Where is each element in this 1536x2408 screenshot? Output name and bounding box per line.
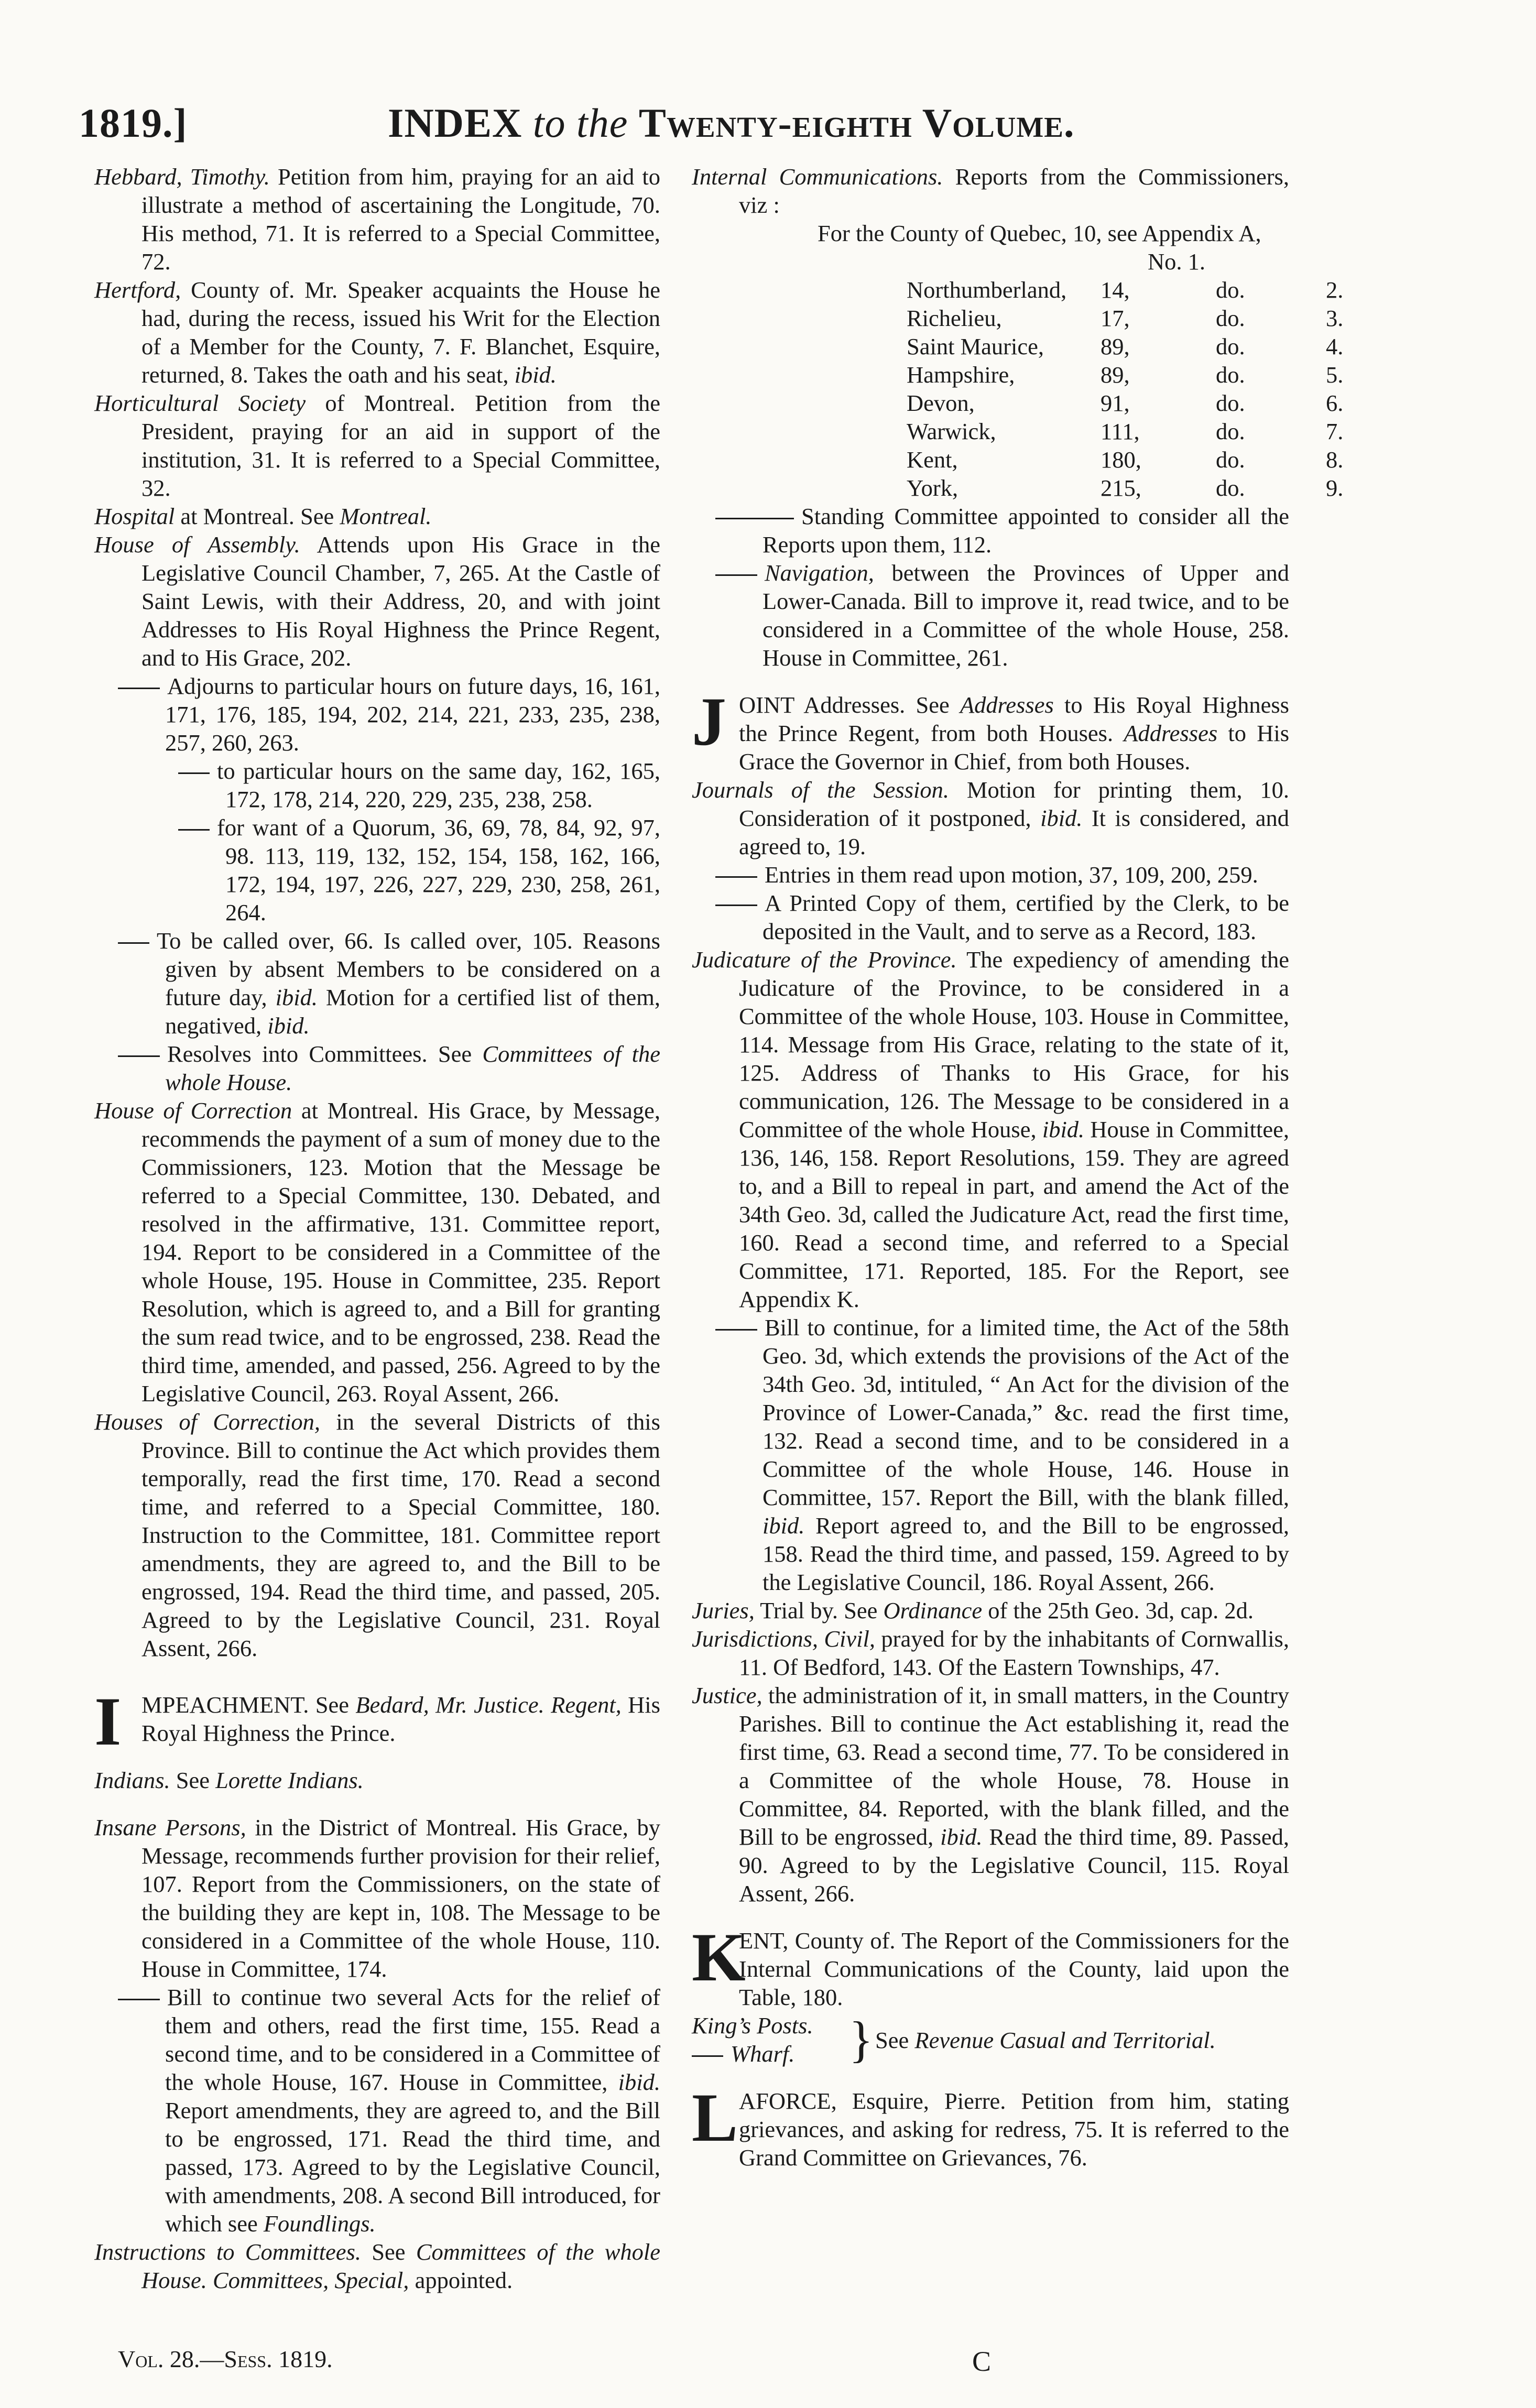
volume-session: Vol. 28.—Sess. 1819. xyxy=(118,2346,333,2372)
headword: Judicature of the Province. xyxy=(692,946,957,973)
right-column xyxy=(692,162,1344,2172)
index-entry-hebbard xyxy=(94,162,660,276)
section-j xyxy=(692,683,1290,776)
ditto-dash xyxy=(178,829,210,831)
headword: Hebbard, Timothy. xyxy=(94,164,270,190)
header-year: 1819.] xyxy=(79,100,188,146)
entry-text: See xyxy=(176,1767,210,1793)
cross-reference: Montreal. xyxy=(340,503,432,529)
section-initial-k: K xyxy=(692,1919,746,1996)
subentry-insane-bill xyxy=(94,1983,660,2238)
entry-text: See xyxy=(875,2027,909,2053)
county-name: York, xyxy=(907,475,958,501)
ibid: ibid. xyxy=(762,1512,805,1539)
county-row xyxy=(818,361,1344,389)
headword: Juries, xyxy=(692,1597,755,1624)
index-entry-juries xyxy=(692,1596,1289,1625)
entry-text: His Royal Highness the Prince. xyxy=(141,1692,660,1746)
entry-text: in the District of Montreal. His Grace, by Message, recommends further provision for their relief, 107. Report from the Commissioners, on the state of the building they are kept in, 108. The Message to be considered in a Committee of the whole House, 110. House in Committee, 174. xyxy=(141,1814,661,1982)
entry-text: Report agreed to, and the Bill to be engrossed, 158. Read the third time, and passed, 159. Agreed to by the Legislative Council, 186. Royal Assent, 266. xyxy=(762,1512,1289,1595)
ibid: ibid. xyxy=(267,1012,310,1039)
entry-text: the administration of it, in small matters, in the Country Parishes. Bill to continue the Act establishing it, read the first time, 63. Read a second time, 77. To be considered in a Committee of the whole House, 78. House in Committee, 84. Reported, with the blank filled, and the Bill to be engrossed, xyxy=(739,1682,1290,1850)
entry-text: Report amendments, they are agreed to, and the Bill to be engrossed, 171. Read the third time, and passed, 173. Agreed to by the Legislative Council, with amendments, 208. A second Bill introduced, for which see xyxy=(165,2097,660,2237)
cross-reference: Lorette Indians. xyxy=(215,1767,364,1793)
index-entry-internal-communications xyxy=(692,162,1289,219)
ditto-dash xyxy=(715,1329,757,1331)
index-entry-journals xyxy=(692,776,1289,860)
entry-text: Entries in them read upon motion, 37, 109, 200, 259. xyxy=(765,862,1258,888)
entry-text: To be called over, 66. Is called over, 105. Reasons given by absent Members to be considered on a future day, xyxy=(157,928,660,1010)
county-ditto: do. xyxy=(1216,277,1245,303)
county-name: Warwick, xyxy=(907,418,996,444)
ibid: ibid. xyxy=(940,1824,983,1850)
headword: Houses of Correction, xyxy=(94,1409,321,1435)
entry-text: The expediency of amending the Judicature of the Province, to be considered in a Committee of the whole House, 103. House in Committee, 114. Message from His Grace, relating to the state of it, 125. Address of Thanks to His Grace, for his communication, 126. The Message to be considered in a Committee of the whole House, xyxy=(739,946,1290,1142)
entry-text: Petition from him, praying for an aid to illustrate a method of ascertaining the Longitude, 70. His method, 71. It is referred to a Special Committee, 72. xyxy=(141,164,660,275)
headword: Indians. xyxy=(94,1767,170,1793)
county-page: 14, xyxy=(1101,277,1130,303)
kings-posts xyxy=(692,2011,813,2040)
subentry-quorum xyxy=(94,813,660,927)
ibid: ibid. xyxy=(618,2069,660,2095)
county-name: Hampshire, xyxy=(907,362,1015,388)
county-row xyxy=(818,389,1344,417)
footer-volume xyxy=(118,2345,333,2373)
headword: Insane Persons, xyxy=(94,1814,246,1840)
subentry-same-day xyxy=(94,757,660,813)
header-title-index: INDEX xyxy=(388,100,522,146)
entry-text: Bill to continue, for a limited time, the Act of the 58th Geo. 3d, which extends the provisions of the Act of the 34th Geo. 3d, intituled, “ An Act for the division of the Province of Lower-Canada,” &c. read the first time, 132. Read a second time, and to be considered in a Committee of the whole House, 146. House in Committee, 157. Report the Bill, with the blank filled, xyxy=(762,1314,1289,1510)
quebec-number-row xyxy=(818,247,1289,276)
headword: House of Correction xyxy=(94,1097,292,1124)
quebec-number: No. 1. xyxy=(1147,248,1205,275)
entry-text: See xyxy=(372,2239,406,2265)
spacer xyxy=(692,672,1289,691)
ditto-dash xyxy=(118,942,149,944)
entry-text: It is considered, and agreed to, 19. xyxy=(739,805,1289,859)
county-ditto: do. xyxy=(1216,446,1245,473)
brace-glyph: } xyxy=(849,2011,874,2067)
subentry-printed-copy xyxy=(692,889,1289,945)
index-entry-hospital xyxy=(94,502,660,530)
index-entry-kings xyxy=(692,2011,1289,2068)
subentry-adjourns xyxy=(94,672,660,757)
entry-text: at Montreal. His Grace, by Message, recommends the payment of a sum of money due to the Commissioners, 123. Motion that the Message be referred to a Special Committee, 130. Debated, and resolved in the affirmative, 131. Committee report, 194. Report to be considered in a Committee of the whole House, 195. House in Committee, 235. Report Resolution, which is agreed to, and a Bill for granting the sum read twice, and to be engrossed, 238. Read the third time, amended, and passed, 256. Agreed to by the Legislative Council, 263. Royal Assent, 266. xyxy=(141,1097,661,1407)
headword: Journals of the Session. xyxy=(692,777,950,803)
spacer xyxy=(692,1908,1289,1926)
entry-text: prayed for by the inhabitants of Cornwallis, 11. Of Bedford, 143. Of the Eastern Townships, 47. xyxy=(739,1626,1290,1680)
ibid: ibid. xyxy=(1040,805,1083,831)
headword: Hospital xyxy=(94,503,175,529)
entry-text: to particular hours on the same day, 162, 165, 172, 178, 214, 220, 229, 235, 238, 258. xyxy=(217,758,660,812)
kings-see-line xyxy=(875,2026,1216,2054)
county-reports-table xyxy=(818,219,1344,502)
index-entry-houses-of-correction xyxy=(94,1408,660,1662)
entry-text: A Printed Copy of them, certified by the Clerk, to be deposited in the Vault, and to serve as a Record, 183. xyxy=(762,890,1289,944)
county-ditto: do. xyxy=(1216,475,1245,501)
entry-text: Motion for printing them, 10. Consideration of it postponed, xyxy=(739,777,1290,831)
ditto-dash xyxy=(692,2055,723,2057)
index-entry-justice xyxy=(692,1681,1289,1908)
county-name: Devon, xyxy=(907,390,975,416)
county-ditto: do. xyxy=(1216,418,1245,444)
entry-text: Adjourns to particular hours on future days, 16, 161, 171, 176, 185, 194, 202, 214, 221, 233, 235, 238, 257, 260, 263. xyxy=(165,673,660,756)
county-number: 8. xyxy=(1326,446,1344,473)
county-name: Northumberland, xyxy=(907,277,1067,303)
entry-text: of the 25th Geo. 3d, cap. 2d. xyxy=(988,1597,1254,1624)
entry-text: Bill to continue two several Acts for the relief of them and others, read the first time, 155. Read a second time, and to be considered in a Committee of the whole House, 167. House in Committee, xyxy=(165,1984,660,2095)
headword: King’s Posts. xyxy=(692,2012,813,2039)
headword: House of Assembly. xyxy=(94,531,300,558)
entry-text: in the several Districts of this Province. Bill to continue the Act which provides them temporally, read the first time, 170. Read a second time, and referred to a Special Committee, 180. Instruction to the Committee, 181. Committee report amendments, they are agreed to, and the Bill to be engrossed, 194. Read the third time, and passed, 205. Agreed to by the Legislative Council, 231. Royal Assent, 266. xyxy=(141,1409,660,1661)
index-entry-insane-persons xyxy=(94,1813,660,1983)
county-name: Saint Maurice, xyxy=(907,333,1044,359)
ditto-dash xyxy=(715,905,757,906)
index-entry-hertford xyxy=(94,276,660,389)
section-initial-l: L xyxy=(692,2079,738,2156)
subentry-standing-committee xyxy=(692,502,1289,559)
entry-text: Reports from the Commissioners, viz : xyxy=(739,164,1289,218)
kings-wharf-line xyxy=(692,2040,794,2068)
entry-text: OINT Addresses. See xyxy=(739,692,950,718)
county-row xyxy=(818,445,1344,474)
county-number: 4. xyxy=(1326,333,1344,359)
index-entry-horticultural xyxy=(94,389,660,502)
entry-text: Attends upon His Grace in the Legislative Council Chamber, 7, 265. At the Castle of Saint Lewis, with their Address, 20, and with joint Addresses to His Royal Highness the Prince Regent, and to His Grace, 202. xyxy=(141,531,660,671)
county-page: 89, xyxy=(1101,362,1130,388)
entry-text: for want of a Quorum, 36, 69, 78, 84, 92, 97, 98. 113, 119, 132, 152, 154, 158, 162, 166, 172, 194, 197, 226, 227, 229, 230, 258, 261, 264. xyxy=(217,814,660,925)
subentry-called-over xyxy=(94,927,660,1040)
cross-reference: Addresses xyxy=(1124,720,1218,746)
subentry-navigation xyxy=(692,559,1289,672)
county-number: 5. xyxy=(1326,362,1344,388)
entry-text: House in Committee, 136, 146, 158. Report Resolutions, 159. They are agreed to, and a Bill to repeal in part, and amend the Act of the 34th Geo. 3d, called the Judicature Act, read the first time, 160. Read a second time, and referred to a Special Committee, 171. Reported, 185. For the Report, see Appendix K. xyxy=(739,1116,1290,1312)
ditto-dash xyxy=(118,1055,160,1057)
headword: Hertford, xyxy=(94,277,181,303)
ditto-dash xyxy=(178,772,210,774)
entry-text: Resolves into Committees. See xyxy=(167,1041,472,1067)
county-name: Kent, xyxy=(907,446,958,473)
entry-text: AFORCE, Esquire, Pierre. Petition from him, stating grievances, and asking for redress, 75. It is referred to the Grand Committee on Grievances, 76. xyxy=(739,2088,1289,2171)
county-number: 2. xyxy=(1326,277,1344,303)
headword: Justice, xyxy=(692,1682,762,1708)
cross-reference: Foundlings. xyxy=(263,2210,376,2237)
county-page: 89, xyxy=(1101,333,1130,359)
county-number: 3. xyxy=(1326,305,1344,331)
county-number: 6. xyxy=(1326,390,1344,416)
county-ditto: do. xyxy=(1216,390,1245,416)
quebec-line: For the County of Quebec, 10, see Appendix A, xyxy=(818,220,1261,246)
cross-reference: Committees of the whole House. Committees, Special, xyxy=(141,2239,661,2293)
entry-text: Trial by. See xyxy=(760,1597,878,1624)
index-entry-indians xyxy=(94,1766,660,1794)
index-entry-jurisdictions xyxy=(692,1625,1289,1681)
county-page: 215, xyxy=(1101,475,1141,501)
county-row xyxy=(818,474,1344,502)
county-ditto: do. xyxy=(1216,305,1245,331)
county-name: Richelieu, xyxy=(907,305,1002,331)
entry-text: to His Royal Highness the Prince Regent, from both Houses. xyxy=(739,692,1289,746)
spacer xyxy=(692,2068,1289,2087)
entry-text: Read the third time, 89. Passed, 90. Agreed to by the Legislative Council, 115. Royal Assent, 266. xyxy=(739,1824,1289,1906)
entry-text: to His Grace the Governor in Chief, from both Houses. xyxy=(739,720,1290,775)
cross-reference: Bedard, Mr. Justice. Regent, xyxy=(355,1692,622,1718)
section-l xyxy=(692,2079,1289,2172)
headword: Horticultural Society xyxy=(94,390,306,416)
header-title xyxy=(388,100,1074,147)
headword: Wharf. xyxy=(731,2041,795,2067)
headword: Instructions to Committees. xyxy=(94,2239,362,2265)
signature-mark xyxy=(972,2345,991,2378)
entry-text: MPEACHMENT. See xyxy=(141,1692,349,1718)
entry-text: of Montreal. Petition from the President, praying for an aid in support of the institution, 31. It is referred to a Special Committee, 32. xyxy=(141,390,660,501)
county-page: 91, xyxy=(1101,390,1130,416)
county-number: 7. xyxy=(1326,418,1344,444)
county-row xyxy=(818,304,1344,332)
headword: Jurisdictions, Civil, xyxy=(692,1626,876,1652)
index-entry-instructions xyxy=(94,2238,660,2294)
ibid: ibid. xyxy=(514,362,557,388)
index-entry-judicature xyxy=(692,945,1289,1313)
entry-text: at Montreal. See xyxy=(180,503,334,529)
signature-letter: C xyxy=(972,2346,992,2377)
entry-text: ENT, County of. The Report of the Commissioners for the Internal Communications of the County, laid upon the Table, 180. xyxy=(739,1927,1289,2010)
header-title-volume: Twenty-eighth Volume. xyxy=(638,100,1075,146)
cross-reference: Ordinance xyxy=(883,1597,983,1624)
ditto-dash xyxy=(118,1999,160,2000)
ibid: ibid. xyxy=(1042,1116,1085,1142)
county-page: 180, xyxy=(1101,446,1141,473)
headword: Internal Communications. xyxy=(692,164,943,190)
county-page: 111, xyxy=(1101,418,1140,444)
cross-reference: Addresses xyxy=(960,692,1054,718)
entry-text: County of. Mr. Speaker acquaints the House he had, during the recess, issued his Writ for the Election of a Member for the County, 7. F. Blanchet, Esquire, returned, 8. Takes the oath and his seat, xyxy=(141,277,660,388)
cross-reference: Revenue Casual and Territorial. xyxy=(914,2027,1216,2053)
spacer xyxy=(94,1794,660,1813)
section-k xyxy=(692,1919,1289,2011)
index-entry-house-of-assembly xyxy=(94,530,660,672)
headword: Navigation, xyxy=(765,560,874,586)
county-row xyxy=(818,417,1344,445)
spacer xyxy=(94,1662,660,1691)
entry-text: between the Provinces of Upper and Lower-Canada. Bill to improve it, read twice, and to be considered in a Committee of the whole House, 258. House in Committee, 261. xyxy=(762,560,1289,671)
ditto-dash xyxy=(715,574,757,576)
index-entry-house-of-correction xyxy=(94,1096,660,1408)
subentry-judicature-bill xyxy=(692,1313,1289,1596)
entry-text: Standing Committee appointed to consider all the Reports upon them, 112. xyxy=(762,503,1289,558)
ditto-dash xyxy=(715,876,757,878)
header-title-mid: to the xyxy=(532,100,628,146)
ibid: ibid. xyxy=(275,984,318,1010)
spacer xyxy=(94,1747,660,1766)
ditto-dash xyxy=(715,518,794,519)
county-row xyxy=(818,276,1344,304)
ditto-dash xyxy=(118,688,160,689)
subentry-resolves xyxy=(94,1040,660,1096)
county-row xyxy=(818,332,1344,361)
county-ditto: do. xyxy=(1216,333,1245,359)
section-initial-i: I xyxy=(94,1683,122,1760)
left-column xyxy=(94,162,660,2294)
section-i xyxy=(94,1683,660,1760)
subentry-entries xyxy=(692,860,1289,889)
cross-reference: Committees of the whole House. xyxy=(165,1041,661,1095)
entry-text: Motion for a certified list of them, negatived, xyxy=(165,984,660,1039)
quebec-row xyxy=(818,219,1289,247)
entry-text: appointed. xyxy=(415,2267,513,2293)
page-header xyxy=(79,94,1467,157)
county-number: 9. xyxy=(1326,475,1344,501)
section-initial-j: J xyxy=(692,683,726,760)
county-page: 17, xyxy=(1101,305,1130,331)
county-ditto: do. xyxy=(1216,362,1245,388)
